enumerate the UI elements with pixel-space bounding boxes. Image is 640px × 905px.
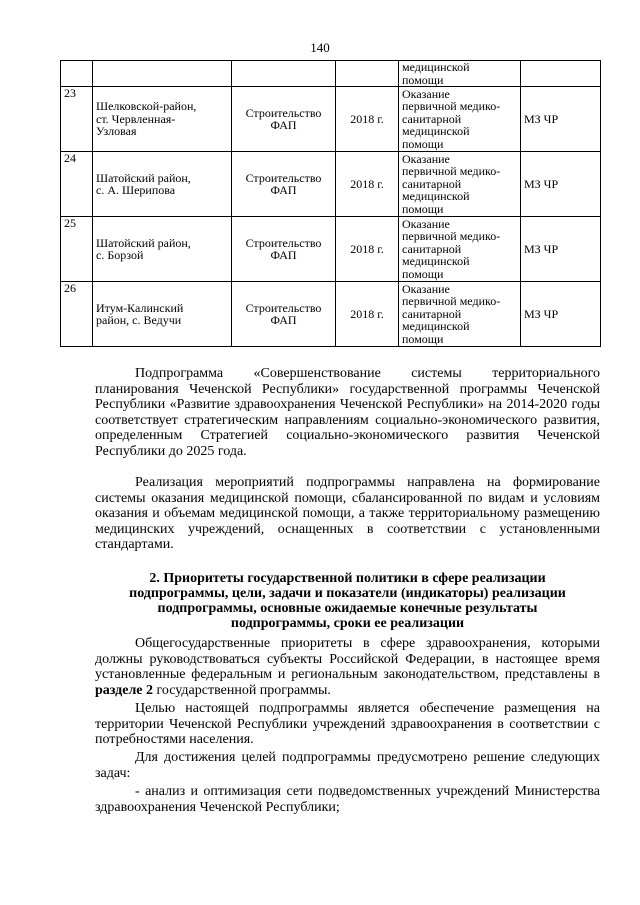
owner-cell: МЗ ЧР: [521, 217, 601, 282]
owner-cell: МЗ ЧР: [521, 87, 601, 152]
page-number: 140: [310, 40, 330, 55]
purpose-cell: Оказание первичной медико- санитарной медицинской помощи: [399, 282, 521, 347]
location-cell: Шатойский район, с. Борзой: [93, 217, 232, 282]
year-cell: 2018 г.: [336, 282, 399, 347]
owner-cell: МЗ ЧР: [521, 282, 601, 347]
row-number: 26: [61, 282, 93, 347]
type-cell: Строительство ФАП: [232, 87, 336, 152]
paragraph-subprogram-compliance: Подпрограмма «Совершенствование системы территориального планирования Чеченской Республики» государственной программы Чеченской Республики «Развитие здравоохранения Чеченской Республики» на 2014-2020 годы соответствует стратегическим направлениям социально-экономического развития, определенным Стратегией социально-экономического развития Чеченской Республики до 2025 года.: [95, 366, 600, 459]
year-cell: 2018 г.: [336, 87, 399, 152]
year-cell: 2018 г.: [336, 152, 399, 217]
table-row: [61, 217, 601, 282]
year-cell: 2018 г.: [336, 217, 399, 282]
paragraph-priorities: Общегосударственные приоритеты в сфере здравоохранения, которыми должны руководствоваться субъекты Российской Федерации, в настоящее время установленные федеральным и региональным законодательством, представлены в разделе 2 государственной программы.: [95, 636, 600, 698]
paragraph-implementation: Реализация мероприятий подпрограммы направлена на формирование системы оказания медицинской помощи, сбалансированной по видам и условиям оказания и объемам медицинской помощи, а также территориальному размещению медицинских учреждений, оснащенных в соответствии с установленными стандартами.: [95, 475, 600, 552]
purpose-cell: медицинской помощи: [399, 61, 521, 87]
table-row: [61, 87, 601, 152]
purpose-cell: Оказание первичной медико- санитарной медицинской помощи: [399, 152, 521, 217]
location-cell: Шелковской-район, ст. Червленная- Узловая: [93, 87, 232, 152]
location-cell: Шатойский район, с. А. Шерипова: [93, 152, 232, 217]
section-reference: разделе 2: [95, 682, 154, 698]
type-cell: Строительство ФАП: [232, 152, 336, 217]
location-cell: Итум-Калинский район, с. Ведучи: [93, 282, 232, 347]
section-heading: 2. Приоритеты государственной политики в сфере реализации подпрограммы, цели, задачи и показатели (индикаторы) реализации подпрограммы, основные ожидаемые конечные результаты подпрограммы, сроки ее реализации: [129, 571, 566, 631]
type-cell: Строительство ФАП: [232, 282, 336, 347]
purpose-cell: Оказание первичной медико- санитарной медицинской помощи: [399, 87, 521, 152]
purpose-cell: Оказание первичной медико- санитарной медицинской помощи: [399, 217, 521, 282]
paragraph-tasks-intro: Для достижения целей подпрограммы предусмотрено решение следующих задач:: [95, 750, 600, 781]
row-number: 23: [61, 87, 93, 152]
table-row: [61, 152, 601, 217]
table-row-continuation: [61, 61, 601, 87]
row-number: 25: [61, 217, 93, 282]
row-number: 24: [61, 152, 93, 217]
list-item-task: - анализ и оптимизация сети подведомственных учреждений Министерства здравоохранения Чеченской Республики;: [95, 784, 600, 815]
facilities-table: [60, 60, 601, 347]
owner-cell: МЗ ЧР: [521, 152, 601, 217]
table-row: [61, 282, 601, 347]
paragraph-goal: Целью настоящей подпрограммы является обеспечение размещения на территории Чеченской Республики учреждений здравоохранения в соответствии с потребностями населения.: [95, 701, 600, 747]
type-cell: Строительство ФАП: [232, 217, 336, 282]
